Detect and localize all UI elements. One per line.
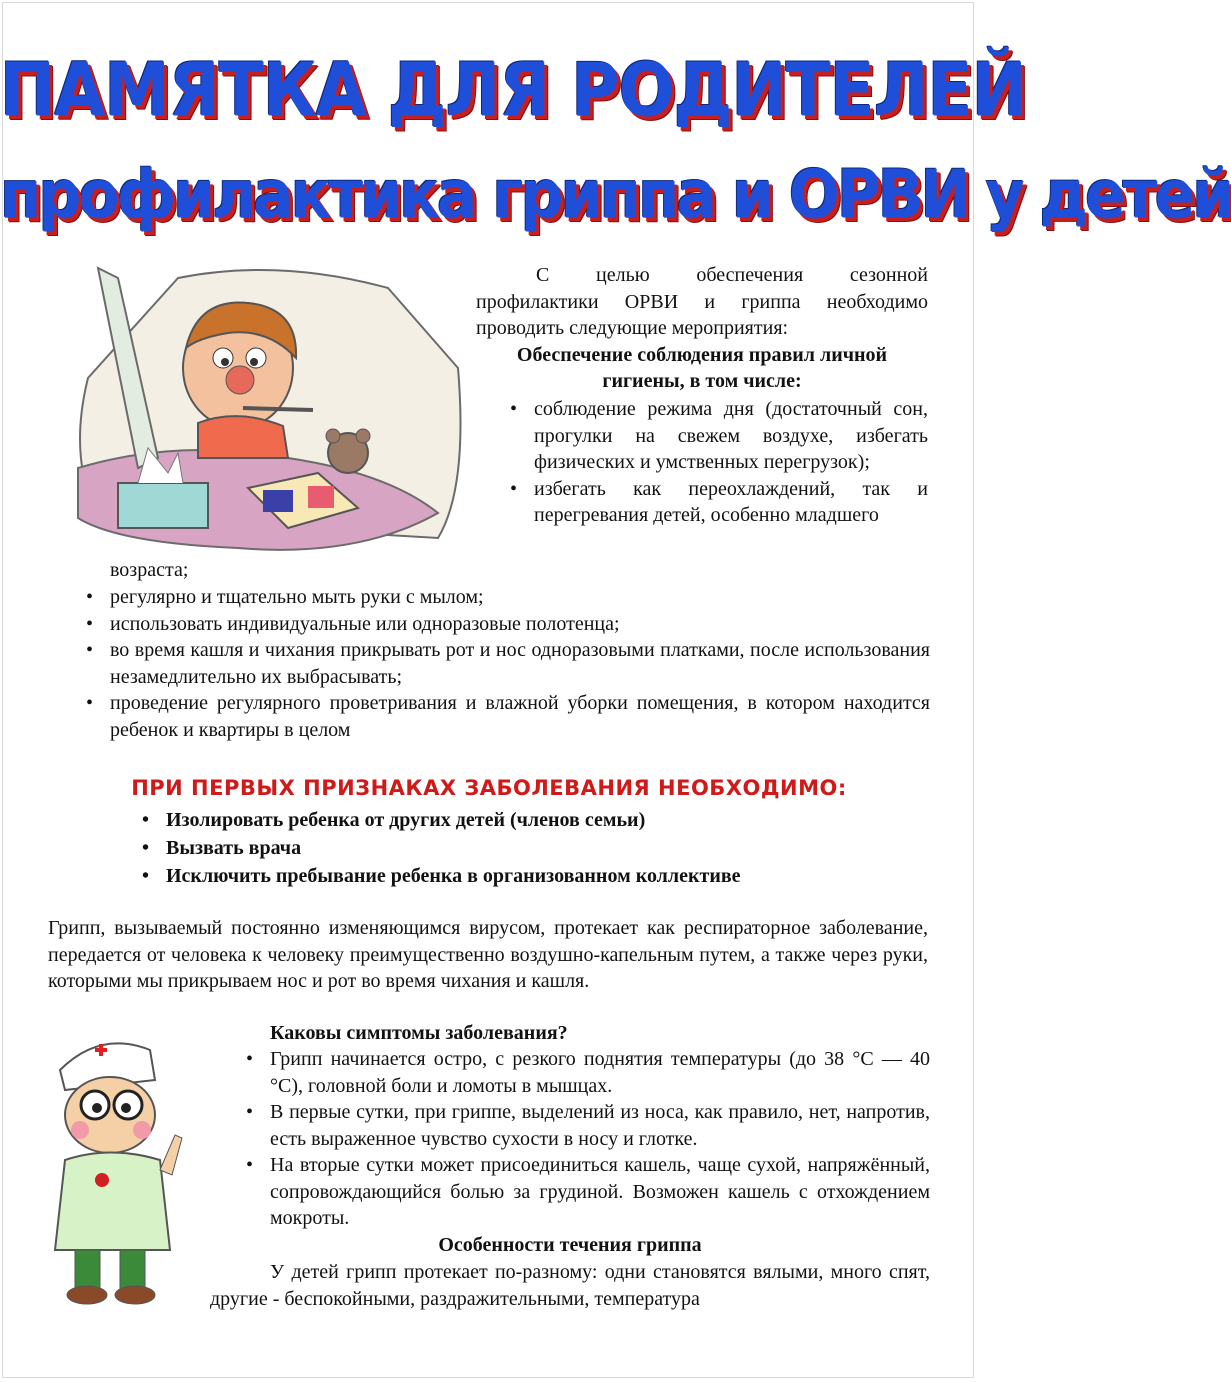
page-subtitle: профилактика гриппа и ОРВИ у детей (0, 155, 1231, 235)
list-item: • регулярно и тщательно мыть руки с мылом; (110, 584, 930, 611)
features-heading: Особенности течения гриппа (438, 1234, 702, 1256)
list-item: • во время кашля и чихания прикрывать рот и нос одноразовыми платками, после использования незамедлительно их выбрасывать; (110, 637, 930, 690)
list-item: • В первые сутки, при гриппе, выделений из носа, как правило, нет, напротив, есть выраженное чувство сухости в носу и глотке. (270, 1099, 930, 1152)
symptoms-list (270, 1046, 930, 1232)
page-title: ПАМЯТКА ДЛЯ РОДИТЕЛЕЙ (0, 47, 1026, 134)
features-paragraph: У детей грипп протекает по-разному: одни становятся вялыми, много спят, другие - беспокойными, раздражительными, температура (210, 1261, 930, 1310)
first-signs-list (166, 806, 926, 890)
intro-text: С целью обеспечения сезонной профилактики ОРВИ и гриппа необходимо проводить следующие мероприятия: (476, 264, 928, 339)
list-item: • На вторые сутки может присоединиться кашель, чаще сухой, напряжённый, сопровождающийся болью за грудиной. Возможен кашель с отхождением мокроты. (270, 1152, 930, 1232)
list-item: • Вызвать врача (166, 834, 926, 862)
list-item: • Изолировать ребенка от других детей (членов семьи) (166, 806, 926, 834)
list-item: • соблюдение режима дня (достаточный сон, прогулки на свежем воздухе, избегать физических и умственных перегрузок); (534, 396, 928, 476)
hygiene-list-more (110, 584, 930, 743)
list-item: • избегать как переохлаждений, так и перегревания детей, особенно младшего (534, 476, 928, 529)
list-item: • проведение регулярного проветривания и влажной уборки помещения, в котором находится ребенок и квартиры в целом (110, 690, 930, 743)
list-item-continuation: возраста; (110, 559, 189, 581)
list-item: • использовать индивидуальные или одноразовые полотенца; (110, 611, 930, 638)
sick-child-illustration (58, 258, 468, 558)
hygiene-list (534, 396, 928, 529)
list-item: • Исключить пребывание ребенка в организованном коллективе (166, 862, 926, 890)
doctor-illustration (40, 1030, 200, 1310)
intro-paragraph (476, 262, 928, 395)
symptoms-heading: Каковы симптомы заболевания? (270, 1022, 568, 1044)
flu-description: Грипп, вызываемый постоянно изменяющимся вирусом, протекает как респираторное заболевание, передается от человека к человеку преимущественно воздушно-капельным путем, а также через руки, которыми мы прикрываем нос и рот во время чихания и кашля. (48, 917, 928, 992)
list-item: • Грипп начинается остро, с резкого поднятия температуры (до 38 °С — 40 °С), головной боли и ломоты в мышцах. (270, 1046, 930, 1099)
hygiene-heading: Обеспечение соблюдения правил личной гигиены, в том числе: (516, 343, 888, 392)
first-signs-heading: ПРИ ПЕРВЫХ ПРИЗНАКАХ ЗАБОЛЕВАНИЯ НЕОБХОДИМО: (131, 776, 847, 800)
